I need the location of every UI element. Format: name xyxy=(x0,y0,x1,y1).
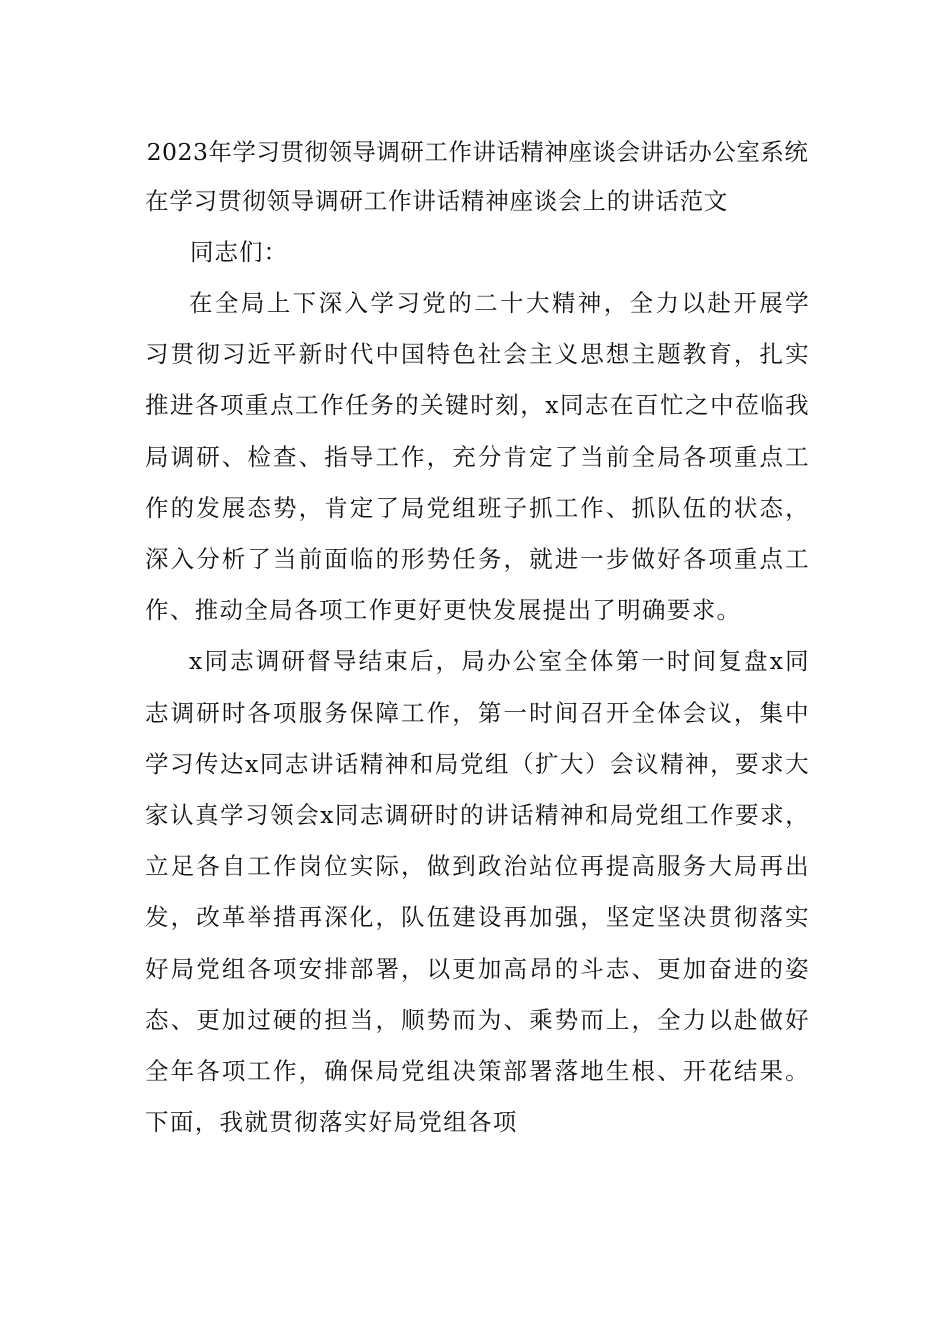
document-subtitle: 在学习贯彻领导调研工作讲话精神座谈会上的讲话范文 xyxy=(145,187,729,215)
paragraph-1: 在全局上下深入学习党的二十大精神，全力以赴开展学习贯彻习近平新时代中国特色社会主义思想主题教育，扎实推进各项重点工作任务的关键时刻，x同志在百忙之中莅临我局调研、检查、指导工作，充分肯定了当前全局各项重点工作的发展态势，肯定了局党组班子抓工作、抓队伍的状态，深入分析了当前面临的形势任务，就进一步做好各项重点工作、推动全局各项工作更好更快发展提出了明确要求。 xyxy=(145,289,810,625)
paragraph-2: x同志调研督导结束后，局办公室全体第一时间复盘x同志调研时各项服务保障工作，第一时间召开全体会议，集中学习传达x同志讲话精神和局党组（扩大）会议精神，要求大家认真学习领会x同志调研时的讲话精神和局党组工作要求，立足各自工作岗位实际，做到政治站位再提高服务大局再出发，改革举措再深化，队伍建设再加强，坚定坚决贯彻落实好局党组各项安排部署，以更加高昂的斗志、更加奋进的姿态、更加过硬的担当，顺势而为、乘势而上，全力以赴做好全年各项工作，确保局党组决策部署落地生根、开花结果。下面，我就贯彻落实好局党组各项 xyxy=(145,647,810,1137)
document-title: 2023年学习贯彻领导调研工作讲话精神座谈会讲话办公室系统 xyxy=(146,138,809,166)
salutation: 同志们： xyxy=(190,238,288,266)
document-body xyxy=(145,128,810,1148)
